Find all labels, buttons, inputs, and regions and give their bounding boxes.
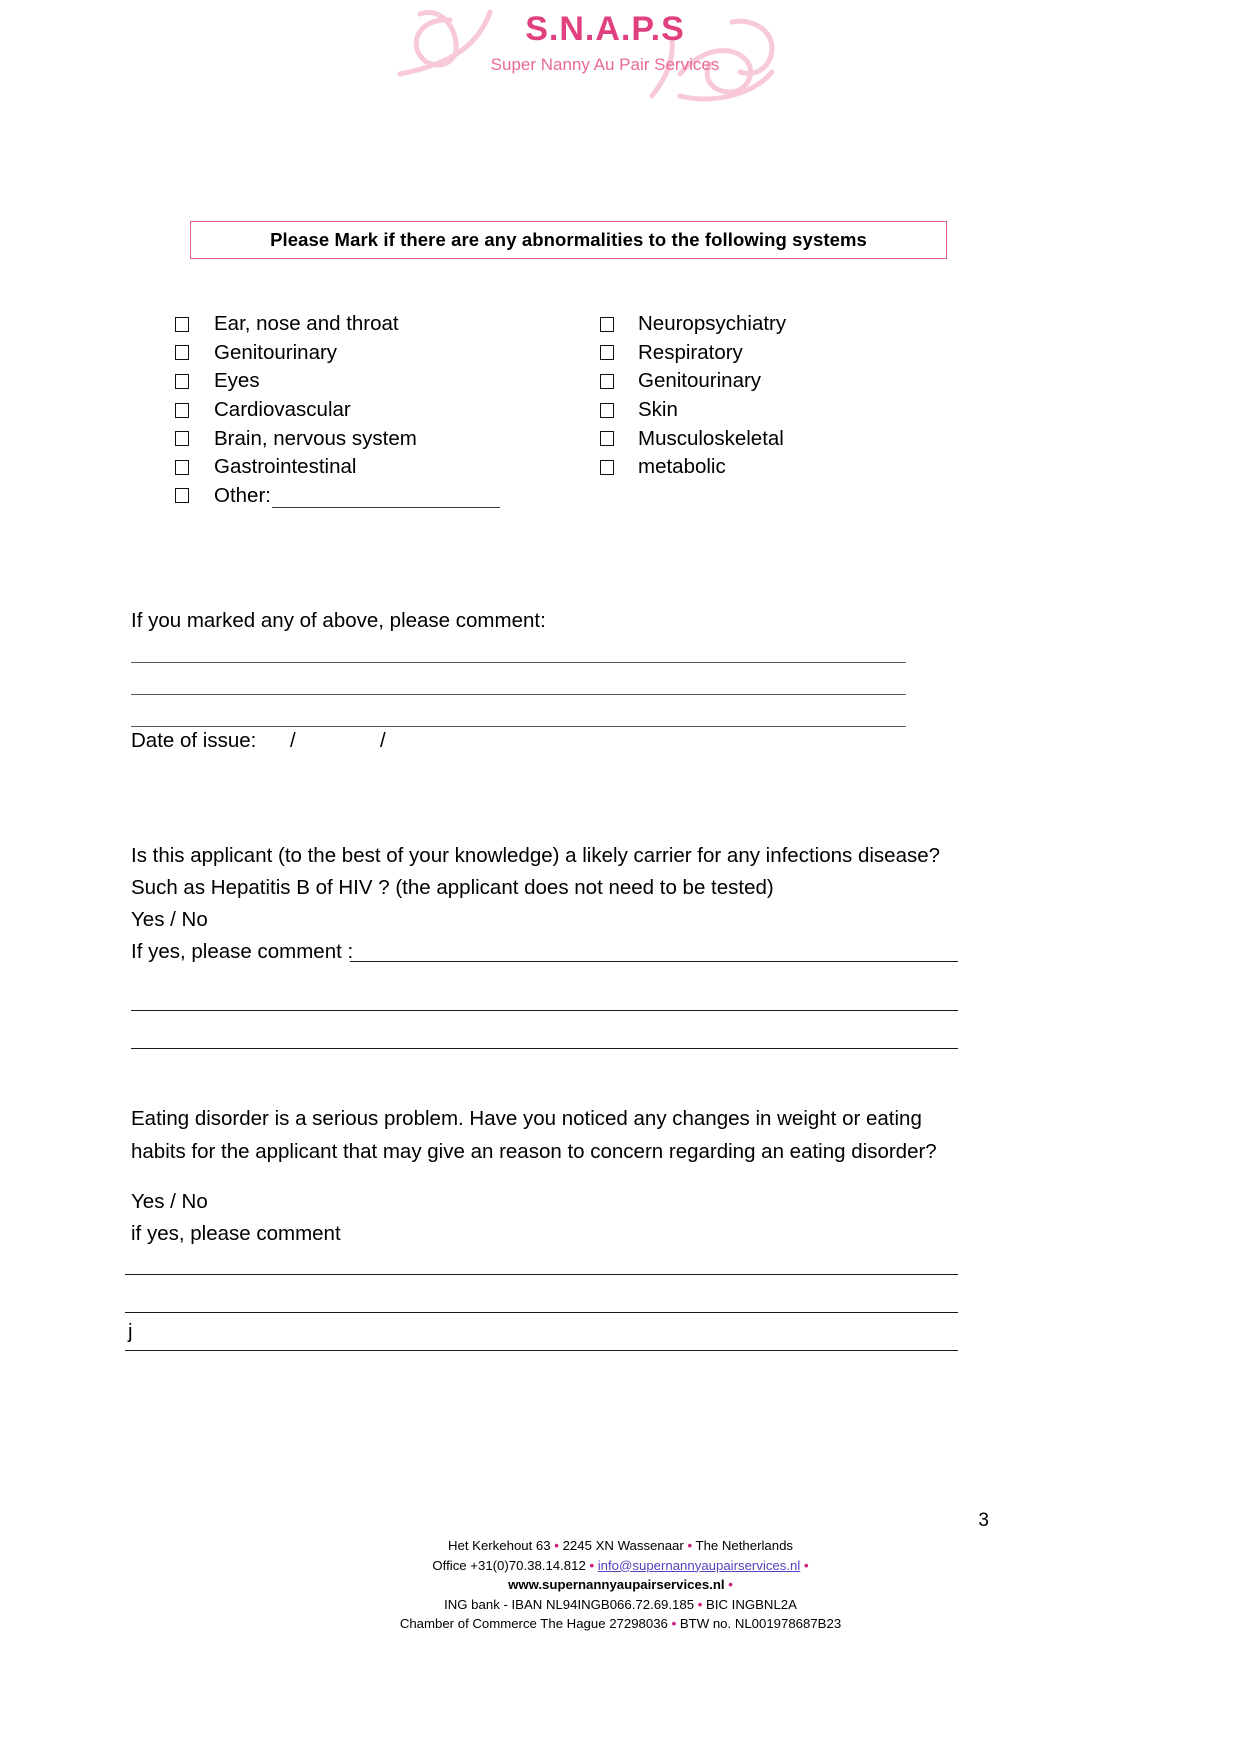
checkbox-icon[interactable] xyxy=(175,317,189,332)
checkbox-label: Gastrointestinal xyxy=(214,455,357,479)
bullet-icon: • xyxy=(687,1538,693,1553)
infection-question-line-2: Such as Hepatitis B of HIV ? (the applicant does not need to be tested) xyxy=(131,876,774,899)
checkbox-icon[interactable] xyxy=(600,460,614,475)
stray-character: j xyxy=(128,1320,133,1343)
section-header-box xyxy=(190,221,947,259)
checkbox-icon[interactable] xyxy=(600,317,614,332)
infection-yes-no[interactable]: Yes / No xyxy=(131,908,208,931)
bullet-icon: • xyxy=(697,1596,703,1612)
date-slash-2: / xyxy=(380,729,386,752)
footer-coc: Chamber of Commerce The Hague 27298036 xyxy=(399,1616,668,1631)
checkbox-label: Genitourinary xyxy=(638,369,762,393)
logo-subtitle: Super Nanny Au Pair Services xyxy=(490,55,720,74)
footer xyxy=(0,1536,1241,1634)
footer-bic: BIC INGBNL2A xyxy=(706,1596,797,1612)
section-header-text: Please Mark if there are any abnormalities to the following systems xyxy=(270,229,867,250)
comment-prompt: If you marked any of above, please comment: xyxy=(131,609,546,632)
checklist-row xyxy=(175,424,965,453)
checklist-row xyxy=(175,482,965,511)
checkbox-item-eyes[interactable] xyxy=(175,369,600,393)
eating-question-line-2: habits for the applicant that may give an reason to concern regarding an eating disorder? xyxy=(131,1140,937,1163)
date-slash-1: / xyxy=(290,729,296,752)
checkbox-icon[interactable] xyxy=(175,345,189,360)
eating-comment-line-1[interactable] xyxy=(125,1274,958,1275)
checkbox-label: metabolic xyxy=(638,455,726,479)
checkbox-item-other[interactable] xyxy=(175,484,600,508)
checkbox-item-skin[interactable] xyxy=(600,398,960,422)
checklist-row xyxy=(175,367,965,396)
checkbox-icon[interactable] xyxy=(175,403,189,418)
checkbox-icon[interactable] xyxy=(175,374,189,389)
checkbox-label: Cardiovascular xyxy=(214,398,351,422)
footer-phone: Office +31(0)70.38.14.812 xyxy=(432,1557,586,1573)
checkbox-icon[interactable] xyxy=(175,488,189,503)
checkbox-item-metabolic[interactable] xyxy=(600,455,960,479)
checkbox-icon[interactable] xyxy=(600,345,614,360)
checkbox-item-ear-nose-throat[interactable] xyxy=(175,312,600,336)
footer-line-website xyxy=(0,1575,1241,1595)
checkbox-icon[interactable] xyxy=(175,460,189,475)
checklist-row xyxy=(175,396,965,425)
footer-street: Het Kerkehout 63 xyxy=(447,1538,551,1553)
snaps-logo xyxy=(380,0,800,110)
checkbox-icon[interactable] xyxy=(600,431,614,446)
other-label-group xyxy=(214,484,500,508)
comment-line-3[interactable] xyxy=(131,726,906,727)
checkbox-item-genitourinary-right[interactable] xyxy=(600,369,960,393)
footer-line-bank xyxy=(0,1595,1241,1615)
checkbox-label: Brain, nervous system xyxy=(214,426,417,450)
eating-yes-no[interactable]: Yes / No xyxy=(131,1190,208,1213)
checkbox-label: Ear, nose and throat xyxy=(214,312,399,336)
eating-if-yes-label: if yes, please comment xyxy=(131,1222,341,1245)
bullet-icon: • xyxy=(803,1557,809,1573)
checkbox-icon[interactable] xyxy=(600,374,614,389)
systems-checklist xyxy=(175,310,965,510)
checkbox-label: Musculoskeletal xyxy=(638,426,784,450)
checklist-row xyxy=(175,310,965,339)
footer-line-contact xyxy=(0,1556,1241,1576)
other-text-input[interactable] xyxy=(272,490,500,508)
checkbox-label: Neuropsychiatry xyxy=(638,312,787,336)
checkbox-item-respiratory[interactable] xyxy=(600,341,960,365)
checkbox-icon[interactable] xyxy=(175,431,189,446)
page-number: 3 xyxy=(978,1510,989,1531)
checkbox-label: Genitourinary xyxy=(214,340,338,364)
footer-btw: BTW no. NL001978687B23 xyxy=(679,1616,842,1631)
checkbox-item-musculoskeletal[interactable] xyxy=(600,427,960,451)
footer-line-address xyxy=(0,1536,1241,1556)
checkbox-item-gastrointestinal[interactable] xyxy=(175,455,600,479)
footer-city: 2245 XN Wassenaar xyxy=(562,1538,684,1553)
checkbox-label: Skin xyxy=(638,398,678,422)
eating-comment-line-2[interactable] xyxy=(125,1312,958,1313)
infection-if-yes-label: If yes, please comment : xyxy=(131,940,354,963)
bullet-icon: • xyxy=(671,1616,677,1631)
infection-comment-line-2[interactable] xyxy=(131,1010,958,1011)
checkbox-label: Other: xyxy=(214,483,271,507)
comment-line-1[interactable] xyxy=(131,662,906,663)
checkbox-item-brain-nervous-system[interactable] xyxy=(175,427,600,451)
footer-email-link[interactable]: info@supernannyaupairservices.nl xyxy=(597,1557,801,1573)
checkbox-icon[interactable] xyxy=(600,403,614,418)
checklist-row xyxy=(175,453,965,482)
logo-title: S.N.A.P.S xyxy=(525,10,685,48)
bullet-icon: • xyxy=(589,1557,595,1573)
checkbox-label: Respiratory xyxy=(638,340,743,364)
checkbox-label: Eyes xyxy=(214,369,260,393)
infection-comment-line-3[interactable] xyxy=(131,1048,958,1049)
bullet-icon: • xyxy=(728,1577,733,1592)
date-of-issue-label: Date of issue: xyxy=(131,729,257,752)
footer-website-link[interactable]: www.supernannyaupairservices.nl xyxy=(508,1577,725,1592)
infection-question-line-1: Is this applicant (to the best of your knowledge) a likely carrier for any infections disease? xyxy=(131,844,941,867)
infection-comment-line-1[interactable] xyxy=(350,961,958,962)
eating-question-line-1: Eating disorder is a serious problem. Have you noticed any changes in weight or eating xyxy=(131,1107,922,1130)
bullet-icon: • xyxy=(554,1538,559,1553)
checkbox-item-genitourinary-left[interactable] xyxy=(175,341,600,365)
checkbox-item-neuropsychiatry[interactable] xyxy=(600,312,960,336)
comment-line-2[interactable] xyxy=(131,694,906,695)
footer-country: The Netherlands xyxy=(695,1538,794,1553)
checklist-row xyxy=(175,339,965,368)
checkbox-item-cardiovascular[interactable] xyxy=(175,398,600,422)
footer-iban: ING bank - IBAN NL94INGB066.72.69.185 xyxy=(444,1596,695,1612)
footer-line-registration xyxy=(0,1614,1241,1634)
eating-comment-line-3[interactable] xyxy=(125,1350,958,1351)
